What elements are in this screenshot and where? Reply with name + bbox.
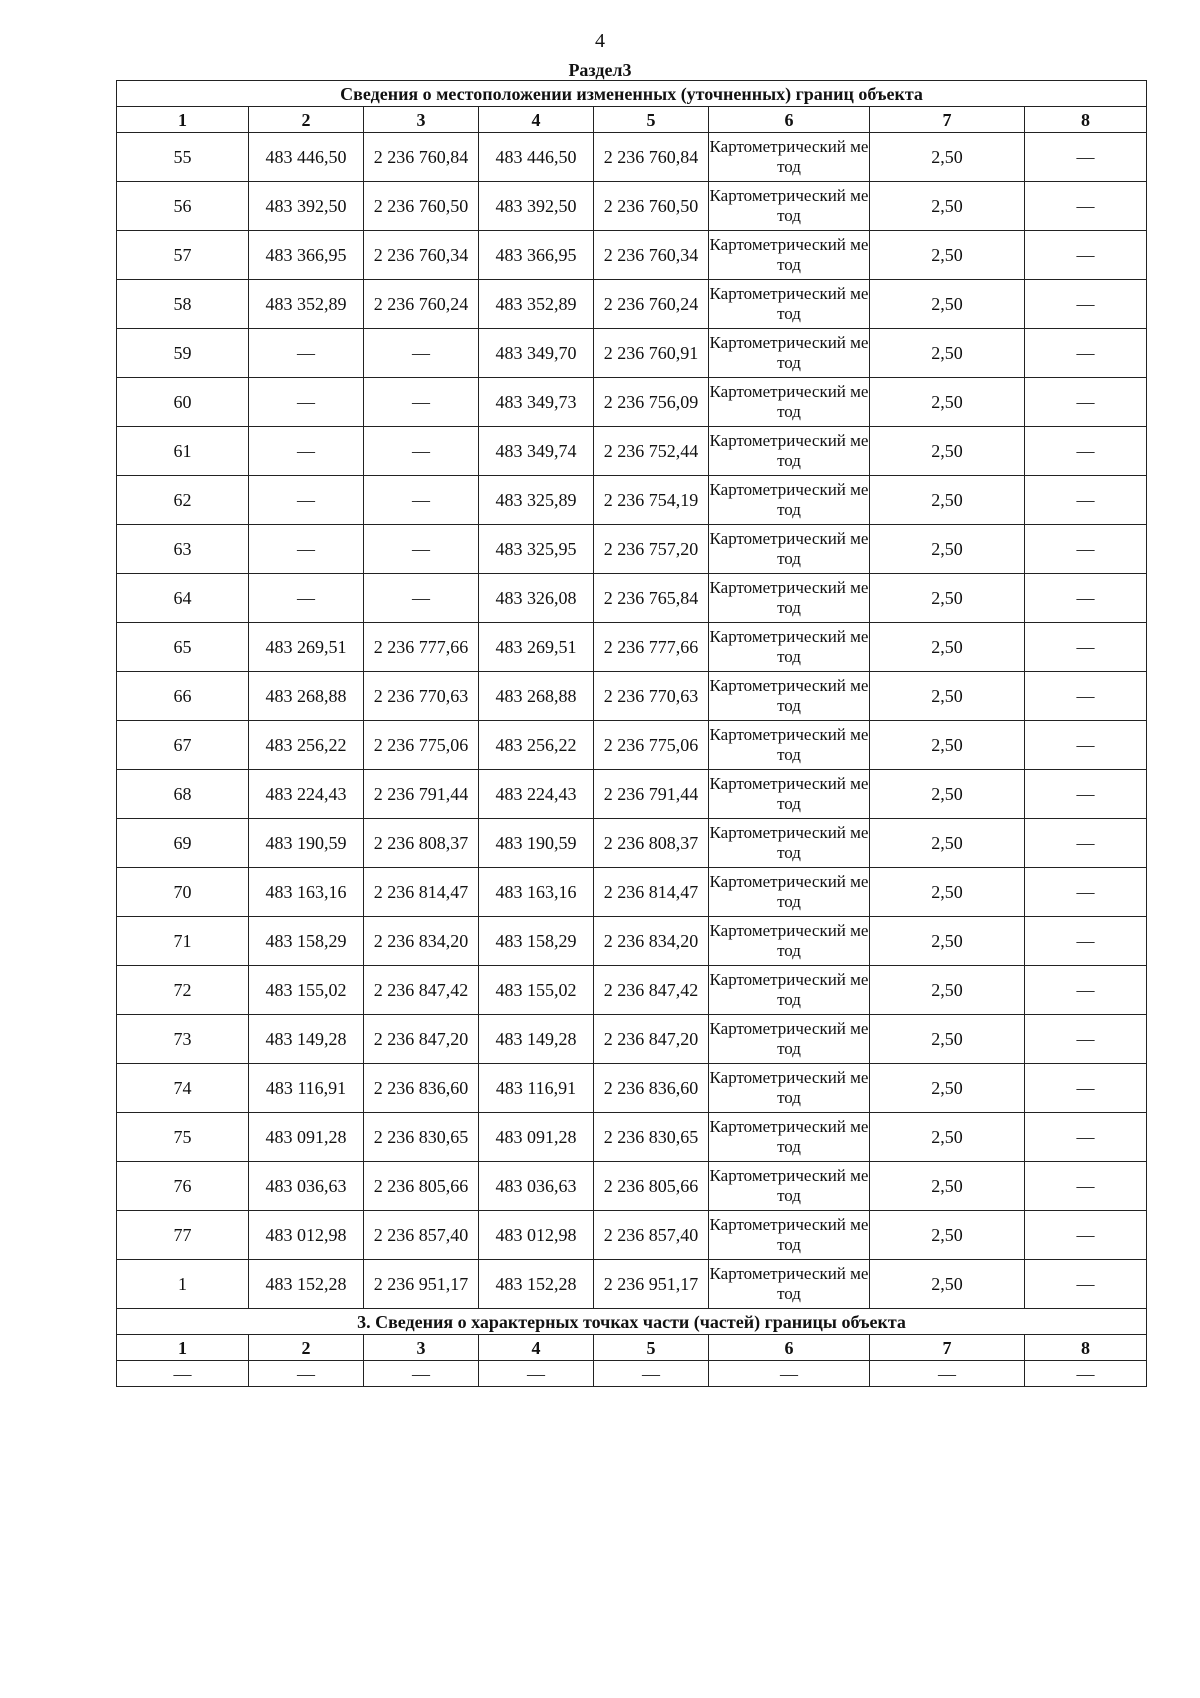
table-cell-col-8: — bbox=[1025, 721, 1147, 770]
table-cell-col-1: — bbox=[117, 1361, 249, 1387]
table-cell-col-3: 2 236 775,06 bbox=[364, 721, 479, 770]
table-cell-col-3: 2 236 834,20 bbox=[364, 917, 479, 966]
table-cell-col-1: 71 bbox=[117, 917, 249, 966]
table-cell-col-1: 68 bbox=[117, 770, 249, 819]
column-number-3: 3 bbox=[364, 107, 479, 133]
table-cell-col-4: 483 268,88 bbox=[479, 672, 594, 721]
table-cell-col-5: 2 236 951,17 bbox=[594, 1260, 709, 1309]
table-cell-col-5: 2 236 791,44 bbox=[594, 770, 709, 819]
table-cell-col-2: 483 152,28 bbox=[249, 1260, 364, 1309]
table-cell-col-2: 483 224,43 bbox=[249, 770, 364, 819]
table-cell-col-3: — bbox=[364, 525, 479, 574]
table-cell-col-5: 2 236 777,66 bbox=[594, 623, 709, 672]
table-cell-col-2: 483 012,98 bbox=[249, 1211, 364, 1260]
table-cell-col-8: — bbox=[1025, 868, 1147, 917]
table-cell-col-6: Картометрический метод bbox=[709, 1260, 870, 1309]
table-cell-col-4: 483 269,51 bbox=[479, 623, 594, 672]
table-cell-col-7: 2,50 bbox=[870, 1260, 1025, 1309]
table-cell-col-6: Картометрический метод bbox=[709, 966, 870, 1015]
table-cell-col-2: 483 446,50 bbox=[249, 133, 364, 182]
table-cell-col-7: 2,50 bbox=[870, 1211, 1025, 1260]
table-cell-col-6: Картометрический метод bbox=[709, 819, 870, 868]
column-number-8: 8 bbox=[1025, 1335, 1147, 1361]
table-cell-col-6: — bbox=[709, 1361, 870, 1387]
table-cell-col-7: 2,50 bbox=[870, 1162, 1025, 1211]
table-cell-col-5: — bbox=[594, 1361, 709, 1387]
table-cell-col-3: 2 236 836,60 bbox=[364, 1064, 479, 1113]
table-cell-col-8: — bbox=[1025, 917, 1147, 966]
column-number-1: 1 bbox=[117, 1335, 249, 1361]
table-cell-col-5: 2 236 757,20 bbox=[594, 525, 709, 574]
table-cell-col-1: 56 bbox=[117, 182, 249, 231]
table-cell-col-2: 483 268,88 bbox=[249, 672, 364, 721]
table-cell-col-1: 73 bbox=[117, 1015, 249, 1064]
table-cell-col-8: — bbox=[1025, 1361, 1147, 1387]
table-cell-col-2: 483 149,28 bbox=[249, 1015, 364, 1064]
table-cell-col-6: Картометрический метод bbox=[709, 721, 870, 770]
column-number-7: 7 bbox=[870, 1335, 1025, 1361]
table-cell-col-3: — bbox=[364, 378, 479, 427]
column-number-1: 1 bbox=[117, 107, 249, 133]
table-cell-col-5: 2 236 847,42 bbox=[594, 966, 709, 1015]
table-cell-col-4: 483 325,89 bbox=[479, 476, 594, 525]
table-cell-col-5: 2 236 752,44 bbox=[594, 427, 709, 476]
table-cell-col-6: Картометрический метод bbox=[709, 231, 870, 280]
table-cell-col-5: 2 236 775,06 bbox=[594, 721, 709, 770]
table-row bbox=[117, 1211, 1147, 1260]
table-cell-col-2: — bbox=[249, 378, 364, 427]
table-row bbox=[117, 917, 1147, 966]
table-cell-col-6: Картометрический метод bbox=[709, 476, 870, 525]
table-cell-col-1: 63 bbox=[117, 525, 249, 574]
column-number-4: 4 bbox=[479, 1335, 594, 1361]
table-row bbox=[117, 329, 1147, 378]
table-cell-col-6: Картометрический метод bbox=[709, 623, 870, 672]
table-row bbox=[117, 1361, 1147, 1387]
table-cell-col-2: 483 116,91 bbox=[249, 1064, 364, 1113]
table-cell-col-6: Картометрический метод bbox=[709, 329, 870, 378]
table-cell-col-8: — bbox=[1025, 1162, 1147, 1211]
table-cell-col-1: 55 bbox=[117, 133, 249, 182]
table-cell-col-6: Картометрический метод bbox=[709, 672, 870, 721]
table-cell-col-2: 483 256,22 bbox=[249, 721, 364, 770]
table-cell-col-1: 67 bbox=[117, 721, 249, 770]
table-cell-col-4: 483 036,63 bbox=[479, 1162, 594, 1211]
table-cell-col-3: 2 236 847,42 bbox=[364, 966, 479, 1015]
table-cell-col-7: 2,50 bbox=[870, 770, 1025, 819]
table-cell-col-2: 483 392,50 bbox=[249, 182, 364, 231]
column-number-4: 4 bbox=[479, 107, 594, 133]
table-cell-col-4: 483 392,50 bbox=[479, 182, 594, 231]
table-cell-col-1: 65 bbox=[117, 623, 249, 672]
boundary-table bbox=[116, 80, 1147, 1387]
table-cell-col-2: 483 269,51 bbox=[249, 623, 364, 672]
table-cell-col-2: 483 158,29 bbox=[249, 917, 364, 966]
table-cell-col-8: — bbox=[1025, 231, 1147, 280]
table-cell-col-5: 2 236 814,47 bbox=[594, 868, 709, 917]
table-cell-col-1: 69 bbox=[117, 819, 249, 868]
table-cell-col-1: 64 bbox=[117, 574, 249, 623]
table-cell-col-1: 66 bbox=[117, 672, 249, 721]
table-cell-col-5: 2 236 760,91 bbox=[594, 329, 709, 378]
table-cell-col-4: 483 349,73 bbox=[479, 378, 594, 427]
table-cell-col-2: 483 366,95 bbox=[249, 231, 364, 280]
page-number: 4 bbox=[595, 30, 605, 52]
table-cell-col-8: — bbox=[1025, 1211, 1147, 1260]
section-title: Раздел3 bbox=[568, 60, 632, 80]
table-cell-col-2: 483 163,16 bbox=[249, 868, 364, 917]
table-cell-col-6: Картометрический метод bbox=[709, 133, 870, 182]
table-cell-col-8: — bbox=[1025, 427, 1147, 476]
table-row bbox=[117, 721, 1147, 770]
table-cell-col-4: 483 366,95 bbox=[479, 231, 594, 280]
table-cell-col-7: 2,50 bbox=[870, 966, 1025, 1015]
table-cell-col-5: 2 236 805,66 bbox=[594, 1162, 709, 1211]
table-cell-col-4: 483 149,28 bbox=[479, 1015, 594, 1064]
column-number-3: 3 bbox=[364, 1335, 479, 1361]
table-cell-col-5: 2 236 834,20 bbox=[594, 917, 709, 966]
table-row bbox=[117, 1064, 1147, 1113]
table-cell-col-7: 2,50 bbox=[870, 672, 1025, 721]
table-cell-col-4: 483 349,70 bbox=[479, 329, 594, 378]
table-cell-col-3: 2 236 857,40 bbox=[364, 1211, 479, 1260]
table-cell-col-3: 2 236 830,65 bbox=[364, 1113, 479, 1162]
table-cell-col-7: 2,50 bbox=[870, 1113, 1025, 1162]
table-cell-col-1: 60 bbox=[117, 378, 249, 427]
table-cell-col-8: — bbox=[1025, 525, 1147, 574]
table-cell-col-8: — bbox=[1025, 133, 1147, 182]
table2-title-text: 3. Сведения о характерных точках части (частей) границы объекта bbox=[117, 1309, 1147, 1335]
table-cell-col-2: — bbox=[249, 427, 364, 476]
table-row bbox=[117, 476, 1147, 525]
table-row bbox=[117, 182, 1147, 231]
table-cell-col-7: 2,50 bbox=[870, 280, 1025, 329]
table-cell-col-1: 1 bbox=[117, 1260, 249, 1309]
table-cell-col-2: — bbox=[249, 329, 364, 378]
table-cell-col-7: 2,50 bbox=[870, 427, 1025, 476]
table-cell-col-5: 2 236 765,84 bbox=[594, 574, 709, 623]
table1-title bbox=[117, 81, 1147, 107]
table-cell-col-4: 483 158,29 bbox=[479, 917, 594, 966]
table-cell-col-1: 62 bbox=[117, 476, 249, 525]
table-cell-col-3: 2 236 847,20 bbox=[364, 1015, 479, 1064]
table-cell-col-1: 57 bbox=[117, 231, 249, 280]
table-cell-col-2: 483 352,89 bbox=[249, 280, 364, 329]
table-cell-col-3: 2 236 777,66 bbox=[364, 623, 479, 672]
table-cell-col-5: 2 236 770,63 bbox=[594, 672, 709, 721]
table-cell-col-7: 2,50 bbox=[870, 378, 1025, 427]
table-row bbox=[117, 819, 1147, 868]
table-row bbox=[117, 231, 1147, 280]
table-row bbox=[117, 1260, 1147, 1309]
table-cell-col-3: — bbox=[364, 329, 479, 378]
table-cell-col-6: Картометрический метод bbox=[709, 427, 870, 476]
table-cell-col-4: 483 446,50 bbox=[479, 133, 594, 182]
column-number-8: 8 bbox=[1025, 107, 1147, 133]
table-cell-col-5: 2 236 760,50 bbox=[594, 182, 709, 231]
table-cell-col-6: Картометрический метод bbox=[709, 917, 870, 966]
table-cell-col-5: 2 236 808,37 bbox=[594, 819, 709, 868]
table-cell-col-4: 483 012,98 bbox=[479, 1211, 594, 1260]
table-cell-col-5: 2 236 847,20 bbox=[594, 1015, 709, 1064]
table-cell-col-4: 483 152,28 bbox=[479, 1260, 594, 1309]
table-cell-col-4: 483 091,28 bbox=[479, 1113, 594, 1162]
table-cell-col-2: 483 190,59 bbox=[249, 819, 364, 868]
column-number-6: 6 bbox=[709, 1335, 870, 1361]
table-cell-col-7: — bbox=[870, 1361, 1025, 1387]
table-cell-col-4: — bbox=[479, 1361, 594, 1387]
table-cell-col-6: Картометрический метод bbox=[709, 182, 870, 231]
table-cell-col-7: 2,50 bbox=[870, 917, 1025, 966]
table-cell-col-6: Картометрический метод bbox=[709, 1211, 870, 1260]
table-cell-col-2: 483 155,02 bbox=[249, 966, 364, 1015]
table1-column-header bbox=[117, 107, 1147, 133]
table-cell-col-2: — bbox=[249, 525, 364, 574]
table1-title-text: Сведения о местоположении измененных (уточненных) границ объекта bbox=[117, 81, 1147, 107]
table-cell-col-2: 483 036,63 bbox=[249, 1162, 364, 1211]
table-cell-col-7: 2,50 bbox=[870, 133, 1025, 182]
table-row bbox=[117, 1162, 1147, 1211]
table-cell-col-7: 2,50 bbox=[870, 721, 1025, 770]
table-cell-col-5: 2 236 836,60 bbox=[594, 1064, 709, 1113]
table-row bbox=[117, 770, 1147, 819]
table-cell-col-5: 2 236 760,34 bbox=[594, 231, 709, 280]
table-cell-col-8: — bbox=[1025, 672, 1147, 721]
table-cell-col-4: 483 326,08 bbox=[479, 574, 594, 623]
table-cell-col-2: — bbox=[249, 574, 364, 623]
table-row bbox=[117, 1015, 1147, 1064]
table-cell-col-3: 2 236 791,44 bbox=[364, 770, 479, 819]
table-cell-col-4: 483 116,91 bbox=[479, 1064, 594, 1113]
table-cell-col-5: 2 236 754,19 bbox=[594, 476, 709, 525]
table-cell-col-8: — bbox=[1025, 1015, 1147, 1064]
table-cell-col-6: Картометрический метод bbox=[709, 1113, 870, 1162]
table-cell-col-6: Картометрический метод bbox=[709, 1064, 870, 1113]
table-cell-col-8: — bbox=[1025, 378, 1147, 427]
table-cell-col-8: — bbox=[1025, 819, 1147, 868]
column-number-2: 2 bbox=[249, 1335, 364, 1361]
table-row bbox=[117, 133, 1147, 182]
table-cell-col-8: — bbox=[1025, 1260, 1147, 1309]
table-cell-col-5: 2 236 756,09 bbox=[594, 378, 709, 427]
column-number-5: 5 bbox=[594, 107, 709, 133]
table-cell-col-1: 75 bbox=[117, 1113, 249, 1162]
table-cell-col-3: 2 236 808,37 bbox=[364, 819, 479, 868]
table-cell-col-3: — bbox=[364, 476, 479, 525]
table-cell-col-3: — bbox=[364, 427, 479, 476]
table-cell-col-6: Картометрический метод bbox=[709, 1015, 870, 1064]
table-cell-col-4: 483 256,22 bbox=[479, 721, 594, 770]
column-number-6: 6 bbox=[709, 107, 870, 133]
table-cell-col-7: 2,50 bbox=[870, 476, 1025, 525]
table-cell-col-4: 483 349,74 bbox=[479, 427, 594, 476]
table-cell-col-1: 72 bbox=[117, 966, 249, 1015]
column-number-2: 2 bbox=[249, 107, 364, 133]
table-body bbox=[117, 81, 1147, 1387]
table-cell-col-3: 2 236 760,84 bbox=[364, 133, 479, 182]
table-cell-col-3: 2 236 814,47 bbox=[364, 868, 479, 917]
column-number-5: 5 bbox=[594, 1335, 709, 1361]
table-cell-col-1: 76 bbox=[117, 1162, 249, 1211]
table-cell-col-4: 483 190,59 bbox=[479, 819, 594, 868]
table-cell-col-8: — bbox=[1025, 574, 1147, 623]
table-cell-col-6: Картометрический метод bbox=[709, 1162, 870, 1211]
table-cell-col-5: 2 236 760,24 bbox=[594, 280, 709, 329]
table-cell-col-6: Картометрический метод bbox=[709, 770, 870, 819]
column-number-7: 7 bbox=[870, 107, 1025, 133]
table-row bbox=[117, 525, 1147, 574]
table-row bbox=[117, 378, 1147, 427]
table-cell-col-1: 77 bbox=[117, 1211, 249, 1260]
table-cell-col-3: 2 236 760,50 bbox=[364, 182, 479, 231]
table-row bbox=[117, 623, 1147, 672]
table-cell-col-1: 58 bbox=[117, 280, 249, 329]
table-cell-col-2: — bbox=[249, 1361, 364, 1387]
table-cell-col-7: 2,50 bbox=[870, 525, 1025, 574]
table-cell-col-6: Картометрический метод bbox=[709, 868, 870, 917]
table-cell-col-4: 483 224,43 bbox=[479, 770, 594, 819]
table-cell-col-7: 2,50 bbox=[870, 868, 1025, 917]
table-cell-col-4: 483 352,89 bbox=[479, 280, 594, 329]
table-cell-col-1: 59 bbox=[117, 329, 249, 378]
table-row bbox=[117, 672, 1147, 721]
table-cell-col-7: 2,50 bbox=[870, 1064, 1025, 1113]
table-cell-col-4: 483 163,16 bbox=[479, 868, 594, 917]
table2-title bbox=[117, 1309, 1147, 1335]
table-cell-col-6: Картометрический метод bbox=[709, 574, 870, 623]
table-cell-col-6: Картометрический метод bbox=[709, 280, 870, 329]
table-cell-col-3: 2 236 760,24 bbox=[364, 280, 479, 329]
table2-column-header bbox=[117, 1335, 1147, 1361]
table-cell-col-8: — bbox=[1025, 476, 1147, 525]
table-cell-col-8: — bbox=[1025, 1113, 1147, 1162]
table-cell-col-7: 2,50 bbox=[870, 182, 1025, 231]
table-cell-col-2: 483 091,28 bbox=[249, 1113, 364, 1162]
table-cell-col-3: 2 236 760,34 bbox=[364, 231, 479, 280]
table-row bbox=[117, 966, 1147, 1015]
table-cell-col-8: — bbox=[1025, 280, 1147, 329]
table-cell-col-5: 2 236 857,40 bbox=[594, 1211, 709, 1260]
table-cell-col-7: 2,50 bbox=[870, 819, 1025, 868]
table-cell-col-7: 2,50 bbox=[870, 231, 1025, 280]
table-cell-col-5: 2 236 830,65 bbox=[594, 1113, 709, 1162]
table-cell-col-3: 2 236 805,66 bbox=[364, 1162, 479, 1211]
table-cell-col-8: — bbox=[1025, 182, 1147, 231]
table-cell-col-3: 2 236 770,63 bbox=[364, 672, 479, 721]
table-cell-col-1: 70 bbox=[117, 868, 249, 917]
table-row bbox=[117, 868, 1147, 917]
table-cell-col-8: — bbox=[1025, 1064, 1147, 1113]
table-cell-col-6: Картометрический метод bbox=[709, 525, 870, 574]
table-cell-col-1: 61 bbox=[117, 427, 249, 476]
table-cell-col-4: 483 325,95 bbox=[479, 525, 594, 574]
table-cell-col-8: — bbox=[1025, 623, 1147, 672]
table-cell-col-3: 2 236 951,17 bbox=[364, 1260, 479, 1309]
table-cell-col-1: 74 bbox=[117, 1064, 249, 1113]
table-cell-col-7: 2,50 bbox=[870, 1015, 1025, 1064]
table-cell-col-4: 483 155,02 bbox=[479, 966, 594, 1015]
table-cell-col-8: — bbox=[1025, 329, 1147, 378]
table-cell-col-8: — bbox=[1025, 966, 1147, 1015]
table-row bbox=[117, 574, 1147, 623]
table-cell-col-7: 2,50 bbox=[870, 329, 1025, 378]
table-cell-col-5: 2 236 760,84 bbox=[594, 133, 709, 182]
table-cell-col-8: — bbox=[1025, 770, 1147, 819]
table-row bbox=[117, 427, 1147, 476]
table-cell-col-6: Картометрический метод bbox=[709, 378, 870, 427]
table-row bbox=[117, 1113, 1147, 1162]
table-cell-col-7: 2,50 bbox=[870, 574, 1025, 623]
table-row bbox=[117, 280, 1147, 329]
table-cell-col-3: — bbox=[364, 574, 479, 623]
table-cell-col-7: 2,50 bbox=[870, 623, 1025, 672]
table-cell-col-2: — bbox=[249, 476, 364, 525]
table-cell-col-3: — bbox=[364, 1361, 479, 1387]
